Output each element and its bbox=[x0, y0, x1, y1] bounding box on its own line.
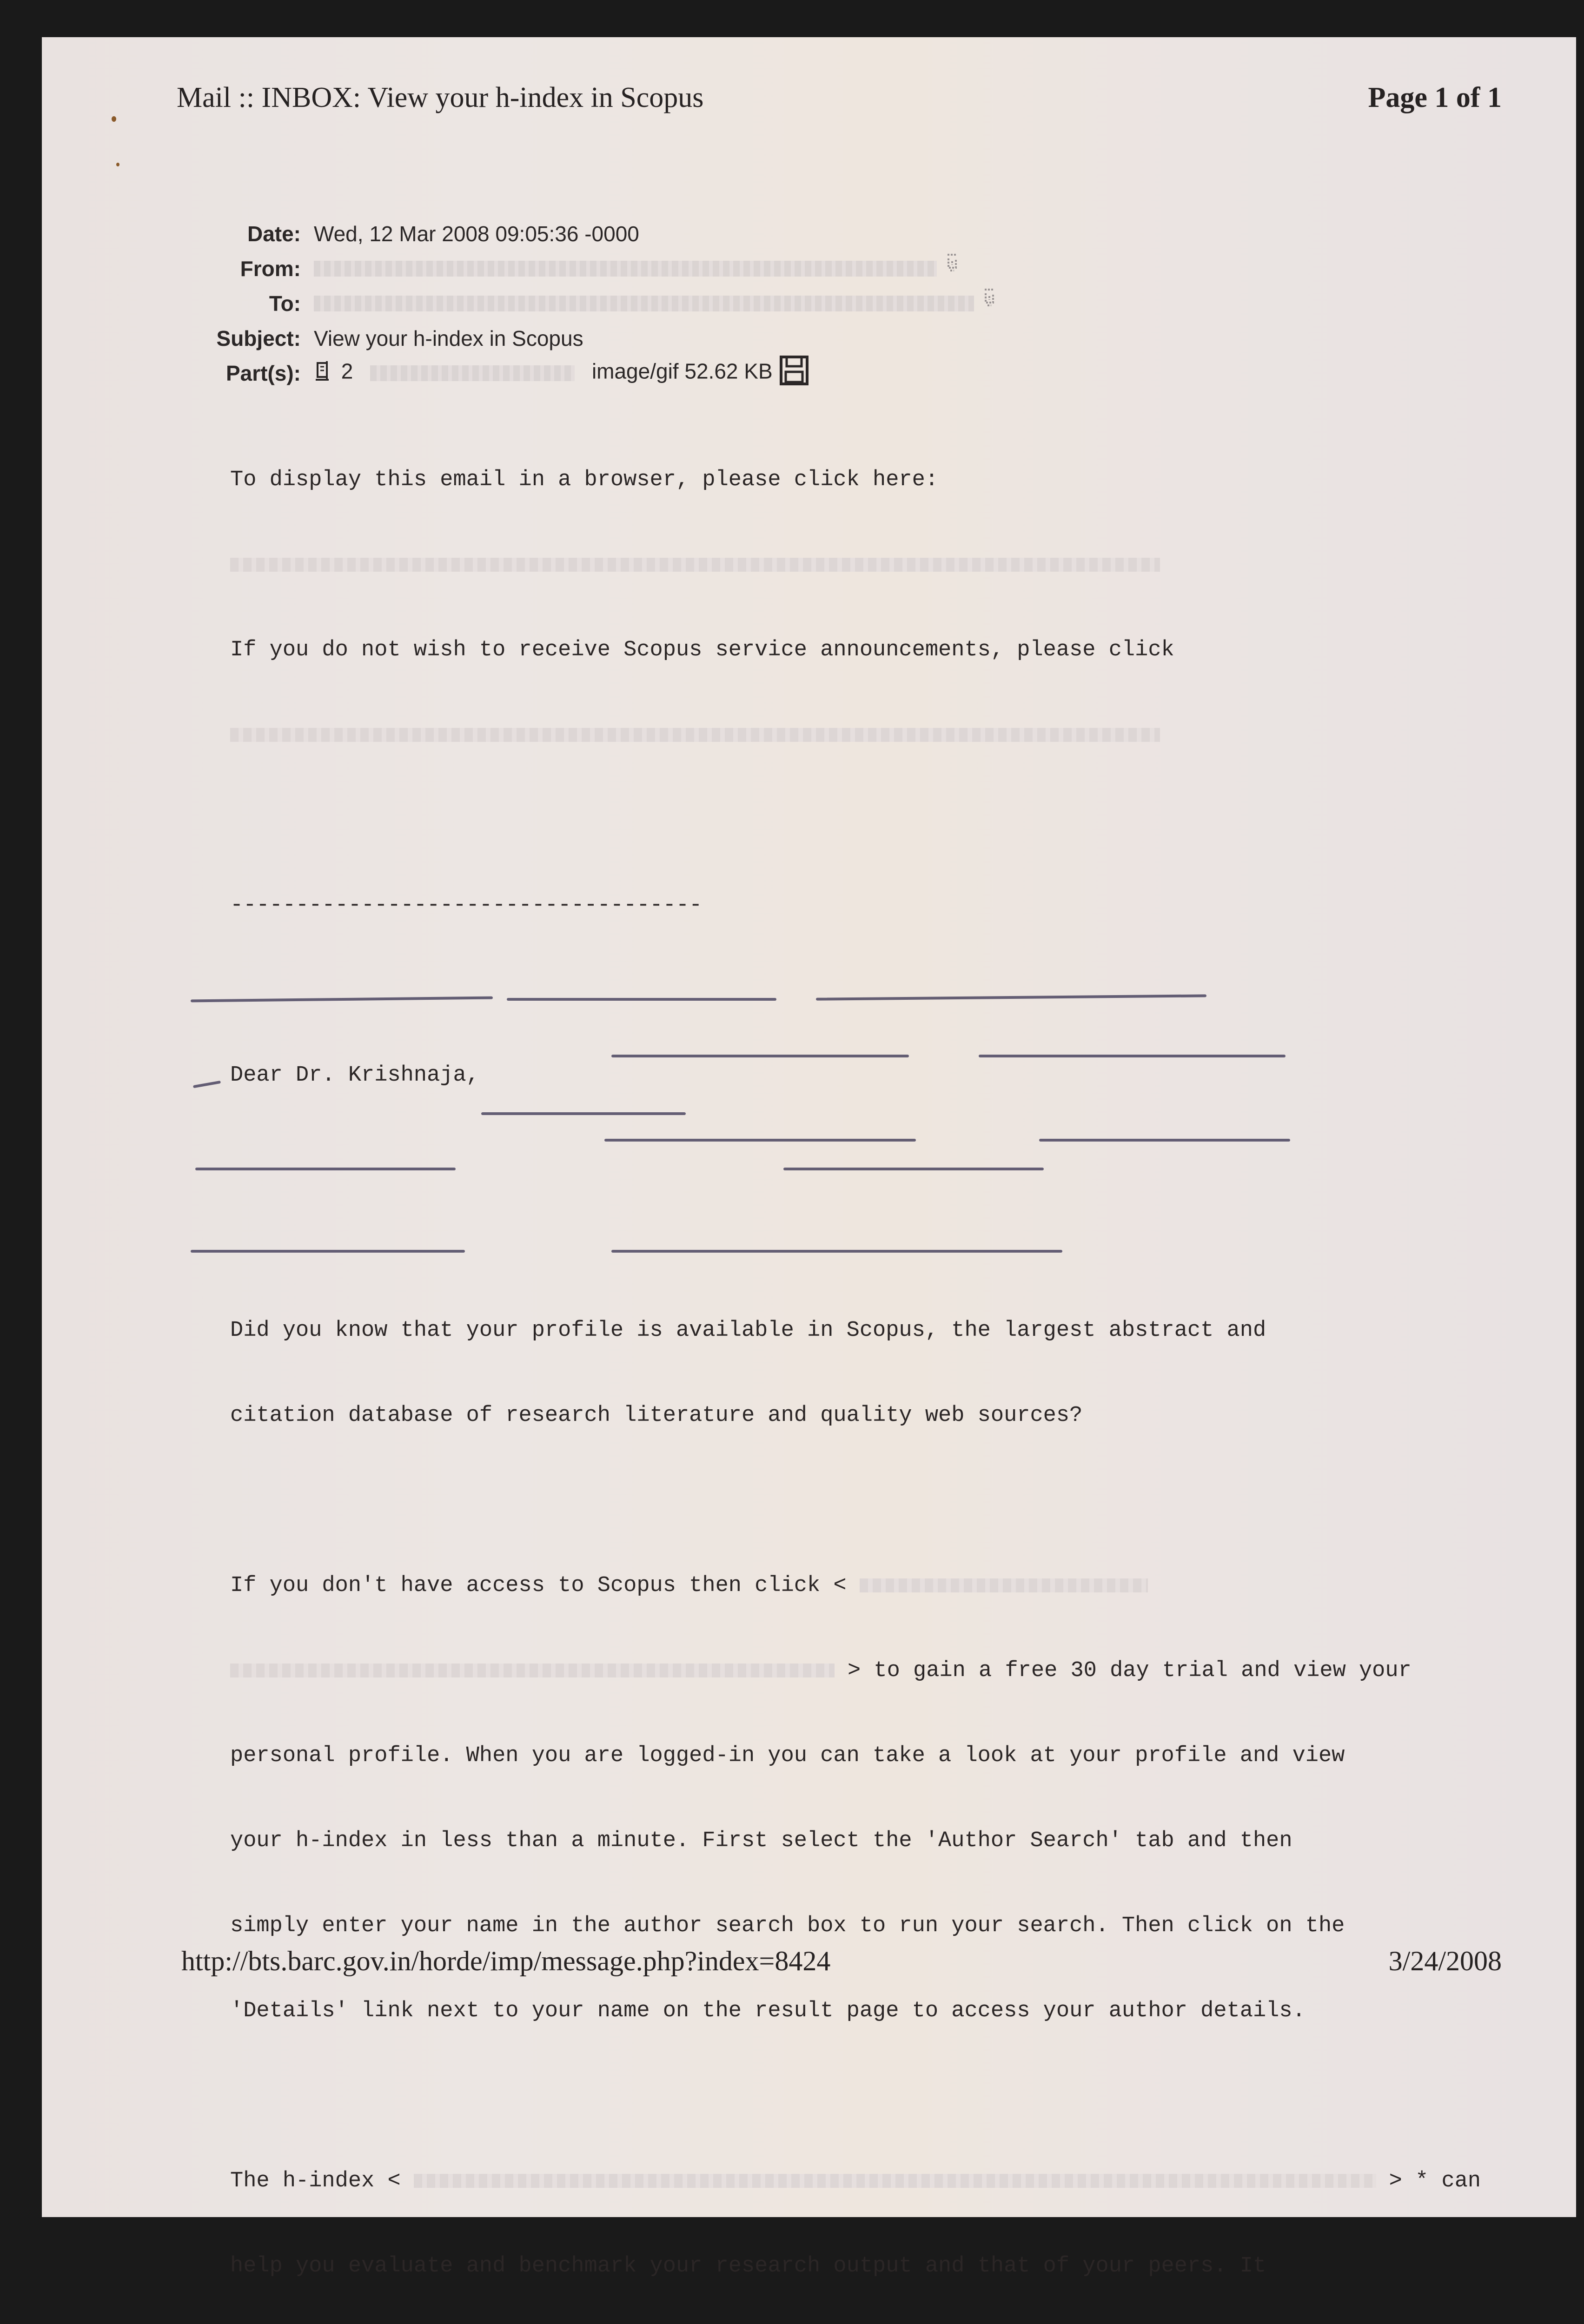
email-headers bbox=[181, 216, 999, 390]
contact-add-icon[interactable] bbox=[943, 252, 961, 285]
subject-row bbox=[181, 321, 999, 356]
parts-type-size: image/gif 52.62 KB bbox=[591, 359, 773, 383]
email-body bbox=[230, 409, 1584, 2324]
pen-underline bbox=[191, 1250, 465, 1253]
printed-page bbox=[42, 37, 1576, 2278]
pen-underline bbox=[195, 1168, 456, 1170]
pen-underline bbox=[604, 1139, 916, 1142]
date-value: Wed, 12 Mar 2008 09:05:36 -0000 bbox=[314, 221, 639, 246]
body-line: your h-index in less than a minute. First select the 'Author Search' tab and then bbox=[230, 1829, 1292, 1853]
print-header-title: Mail :: INBOX: View your h-index in Scopus bbox=[177, 82, 704, 113]
body-line: If you don't have access to Scopus then click < bbox=[230, 1573, 847, 1598]
unsubscribe-link-redacted[interactable] bbox=[230, 721, 1584, 749]
browser-link-redacted[interactable] bbox=[230, 551, 1584, 579]
body-line: > to gain a free 30 day trial and view your bbox=[848, 1658, 1412, 1683]
parts-row bbox=[181, 356, 999, 390]
body-line: citation database of research literature and quality web sources? bbox=[230, 1403, 1083, 1428]
parts-number: 2 bbox=[341, 359, 353, 383]
to-row bbox=[181, 286, 999, 321]
body-line: 'Details' link next to your name on the result page to access your author details. bbox=[230, 1999, 1306, 2023]
print-footer-url: http://bts.barc.gov.in/horde/imp/message.php?index=8424 bbox=[181, 1946, 831, 1976]
to-label: To: bbox=[269, 291, 301, 316]
contact-add-icon[interactable] bbox=[980, 287, 999, 320]
to-address-redacted bbox=[314, 296, 974, 311]
date-label: Date: bbox=[247, 221, 301, 246]
stain-mark bbox=[116, 163, 119, 166]
from-label: From: bbox=[240, 256, 301, 281]
from-address-redacted bbox=[314, 261, 937, 277]
stain-mark bbox=[112, 116, 116, 122]
subject-value: View your h-index in Scopus bbox=[314, 326, 583, 350]
attachment-filename-redacted[interactable] bbox=[370, 365, 575, 381]
pen-underline bbox=[979, 1055, 1286, 1057]
body-line: To display this email in a browser, please click here: bbox=[230, 468, 939, 492]
separator: ------------------------------------ bbox=[230, 893, 703, 918]
print-footer-date: 3/24/2008 bbox=[1388, 1946, 1502, 1976]
pen-underline bbox=[611, 1250, 1062, 1253]
pen-underline bbox=[1039, 1139, 1290, 1142]
trial-link-redacted[interactable] bbox=[230, 1664, 835, 1677]
pen-underline bbox=[193, 1081, 221, 1088]
body-line: simply enter your name in the author search box to run your search. Then click on the bbox=[230, 1914, 1345, 1938]
save-disk-icon[interactable] bbox=[778, 355, 811, 391]
pen-underline bbox=[481, 1112, 686, 1115]
h-index-link-redacted[interactable] bbox=[414, 2174, 1376, 2188]
pen-underline bbox=[611, 1055, 909, 1057]
parts-label: Part(s): bbox=[225, 361, 301, 385]
body-line: If you do not wish to receive Scopus service announcements, please click bbox=[230, 638, 1174, 662]
trial-link-redacted[interactable] bbox=[860, 1578, 1148, 1592]
greeting: Dear Dr. Krishnaja, bbox=[230, 1063, 479, 1088]
subject-label: Subject: bbox=[216, 326, 301, 350]
date-row bbox=[181, 216, 999, 251]
pen-underline bbox=[783, 1168, 1044, 1170]
body-line: help you evaluate and benchmark your research output and that of your peers. It bbox=[230, 2254, 1266, 2278]
body-line: The h-index < bbox=[230, 2169, 401, 2193]
from-row bbox=[181, 251, 999, 286]
body-line: Did you know that your profile is available in Scopus, the largest abstract and bbox=[230, 1318, 1266, 1343]
pen-underline bbox=[507, 998, 776, 1001]
page-indicator: Page 1 of 1 bbox=[1368, 82, 1502, 113]
body-line: personal profile. When you are logged-in you can take a look at your profile and view bbox=[230, 1743, 1345, 1768]
body-line: > * can bbox=[1389, 2169, 1481, 2193]
attachment-icon[interactable] bbox=[314, 357, 335, 390]
